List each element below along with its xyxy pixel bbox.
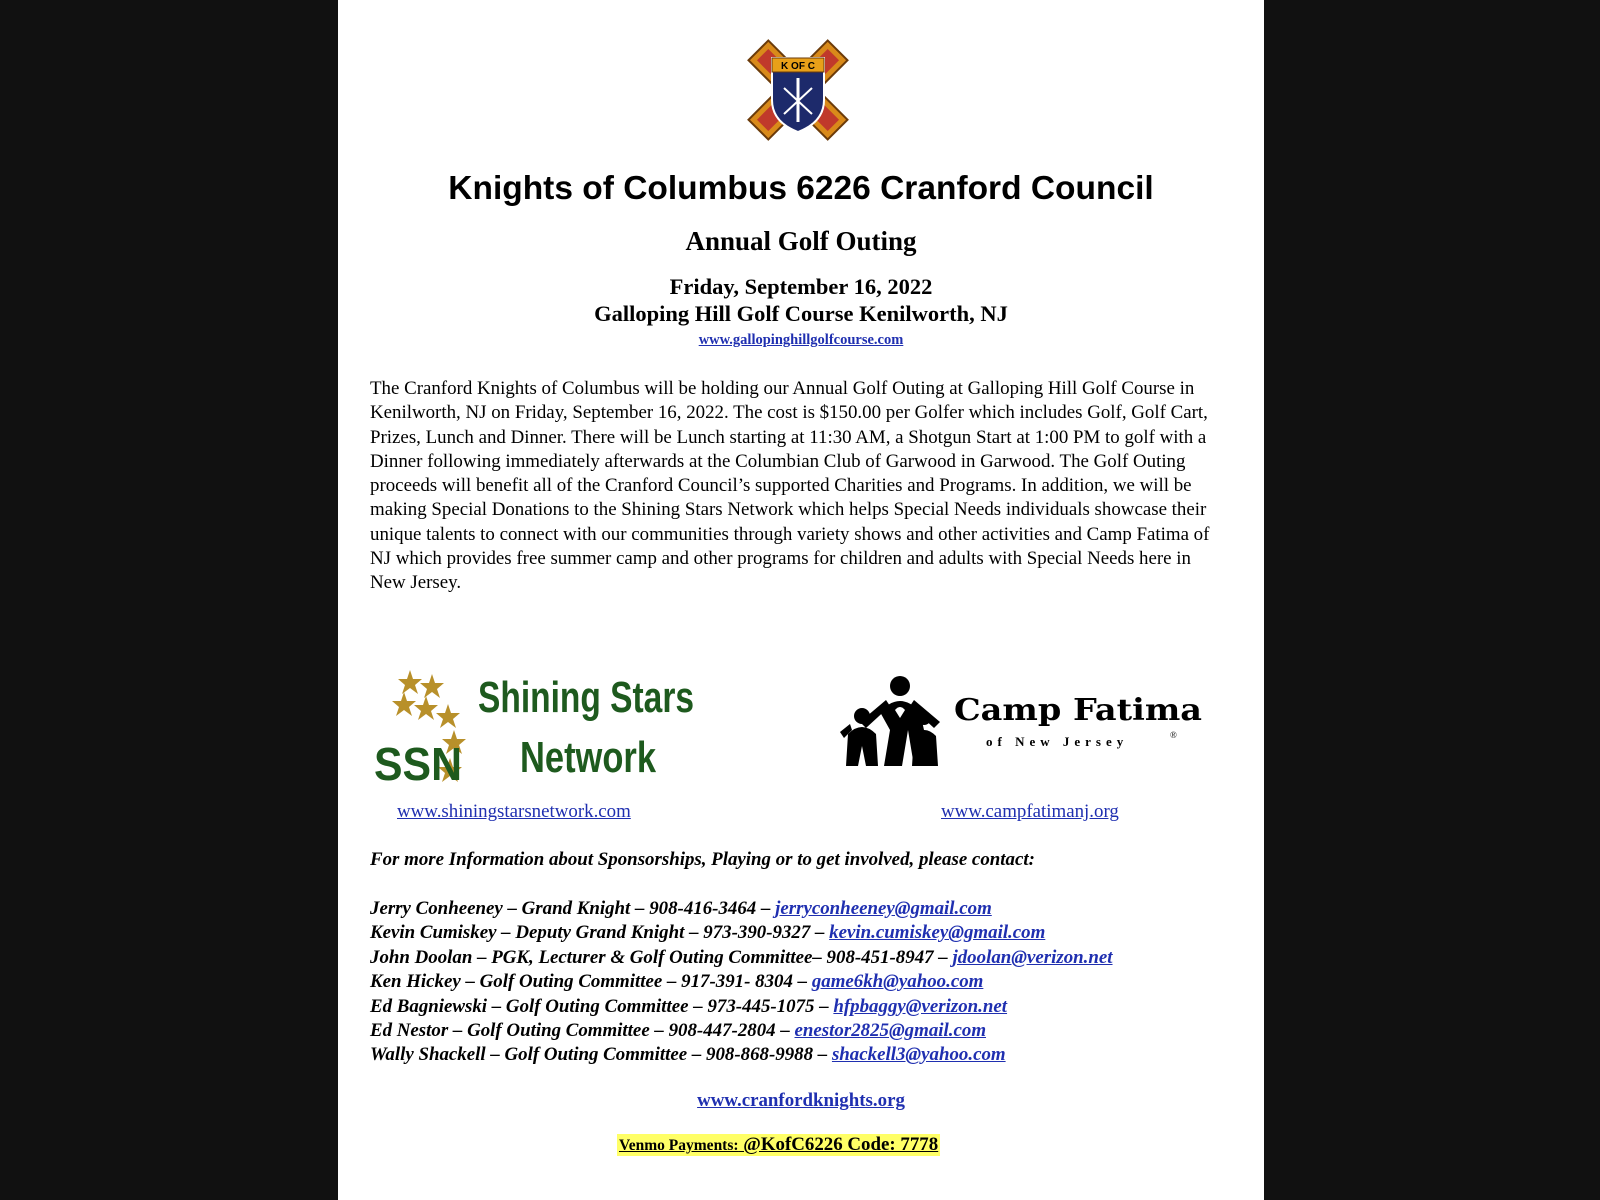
shining-stars-network-logo xyxy=(374,668,710,793)
contact-row xyxy=(370,946,1113,970)
ssn-logo-line2: Network xyxy=(520,733,657,782)
fatima-logo-sub: of New Jersey xyxy=(986,734,1129,749)
contact-row xyxy=(370,897,1113,921)
event-subtitle: Annual Golf Outing xyxy=(685,226,917,256)
contact-email-link[interactable]: jerryconheeney@gmail.com xyxy=(775,898,992,919)
camp-fatima-website-link[interactable]: www.campfatimanj.org xyxy=(941,801,1119,822)
contact-row xyxy=(370,1019,1113,1043)
contact-list xyxy=(370,897,1113,1068)
contact-row xyxy=(370,1043,1113,1067)
family-figures-icon xyxy=(840,676,940,766)
fatima-logo-name: Camp Fatima xyxy=(954,693,1202,728)
event-venue: Galloping Hill Golf Course Kenilworth, NJ xyxy=(594,301,1008,326)
ssn-logo-line1: Shining Stars xyxy=(478,673,694,722)
contact-email-link[interactable]: kevin.cumiskey@gmail.com xyxy=(829,922,1046,944)
contact-email-link[interactable]: game6kh@yahoo.com xyxy=(811,971,984,993)
contact-details: Ed Nestor – Golf Outing Committee – 908-447-2804 – xyxy=(370,1019,795,1041)
venue-website-link[interactable]: www.gallopinghillgolfcourse.com xyxy=(698,332,904,348)
contact-email-link[interactable]: jdoolan@verizon.net xyxy=(952,946,1113,968)
contact-row xyxy=(370,995,1113,1019)
contact-intro: For more Information about Sponsorships, Playing or to get involved, please contact: xyxy=(370,849,1035,870)
contact-email-link[interactable]: hfpbaggy@verizon.net xyxy=(833,995,1008,1017)
venmo-payment-info xyxy=(617,1134,940,1156)
contact-email-link[interactable]: shackell3@yahoo.com xyxy=(831,1044,1006,1066)
contact-details: John Doolan – PGK, Lecturer & Golf Outing Committee– 908-451-8947 – xyxy=(370,946,953,968)
contact-details: Jerry Conheeney – Grand Knight – 908-416-3464 – xyxy=(370,898,776,919)
contact-row xyxy=(370,970,1113,994)
contact-row xyxy=(370,921,1113,945)
council-website-link[interactable]: www.cranfordknights.org xyxy=(697,1090,905,1111)
emblem-lettering: K OF C xyxy=(781,61,815,72)
ssn-abbreviation: SSN xyxy=(374,738,462,790)
flyer-page xyxy=(338,0,1264,1200)
event-date: Friday, September 16, 2022 xyxy=(669,274,933,299)
contact-details: Wally Shackell – Golf Outing Committee – 908-868-9988 – xyxy=(370,1044,832,1066)
contact-details: Kevin Cumiskey – Deputy Grand Knight – 973-390-9327 – xyxy=(370,922,830,944)
contact-details: Ed Bagniewski – Golf Outing Committee – 973-445-1075 – xyxy=(370,995,834,1017)
page-title: Knights of Columbus 6226 Cranford Council xyxy=(448,170,1154,207)
contact-details: Ken Hickey – Golf Outing Committee – 917-391- 8304 – xyxy=(370,971,812,993)
registered-mark-icon: ® xyxy=(1170,730,1177,740)
event-description: The Cranford Knights of Columbus will be holding our Annual Golf Outing at Galloping Hill Golf Course in Kenilworth, NJ on Friday, September 16, 2022. The cost is $150.00 per Golfer which includes Golf, Golf Cart, Prizes, Lunch and Dinner. There will be Lunch starting at 11:30 AM, a Shotgun Start at 1:00 PM to golf with a Dinner following immediately afterwards at the Columbian Club of Garwood in Garwood. The Golf Outing proceeds will benefit all of the Cranford Council’s supported Charities and Programs. In addition, we will be making Special Donations to the Shining Stars Network which helps Special Needs individuals showcase their unique talents to connect with our communities through variety shows and other activities and Camp Fatima of NJ which provides free summer camp and other programs for children and adults with Special Needs here in New Jersey. xyxy=(370,378,1210,594)
ssn-website-link[interactable]: www.shiningstarsnetwork.com xyxy=(397,801,631,822)
contact-email-link[interactable]: enestor2825@gmail.com xyxy=(794,1019,987,1041)
kofc-emblem-logo xyxy=(738,30,858,150)
venmo-value: @KofC6226 Code: 7778 xyxy=(738,1134,939,1155)
camp-fatima-logo xyxy=(840,676,1220,786)
venmo-label: Venmo Payments: xyxy=(619,1137,739,1154)
